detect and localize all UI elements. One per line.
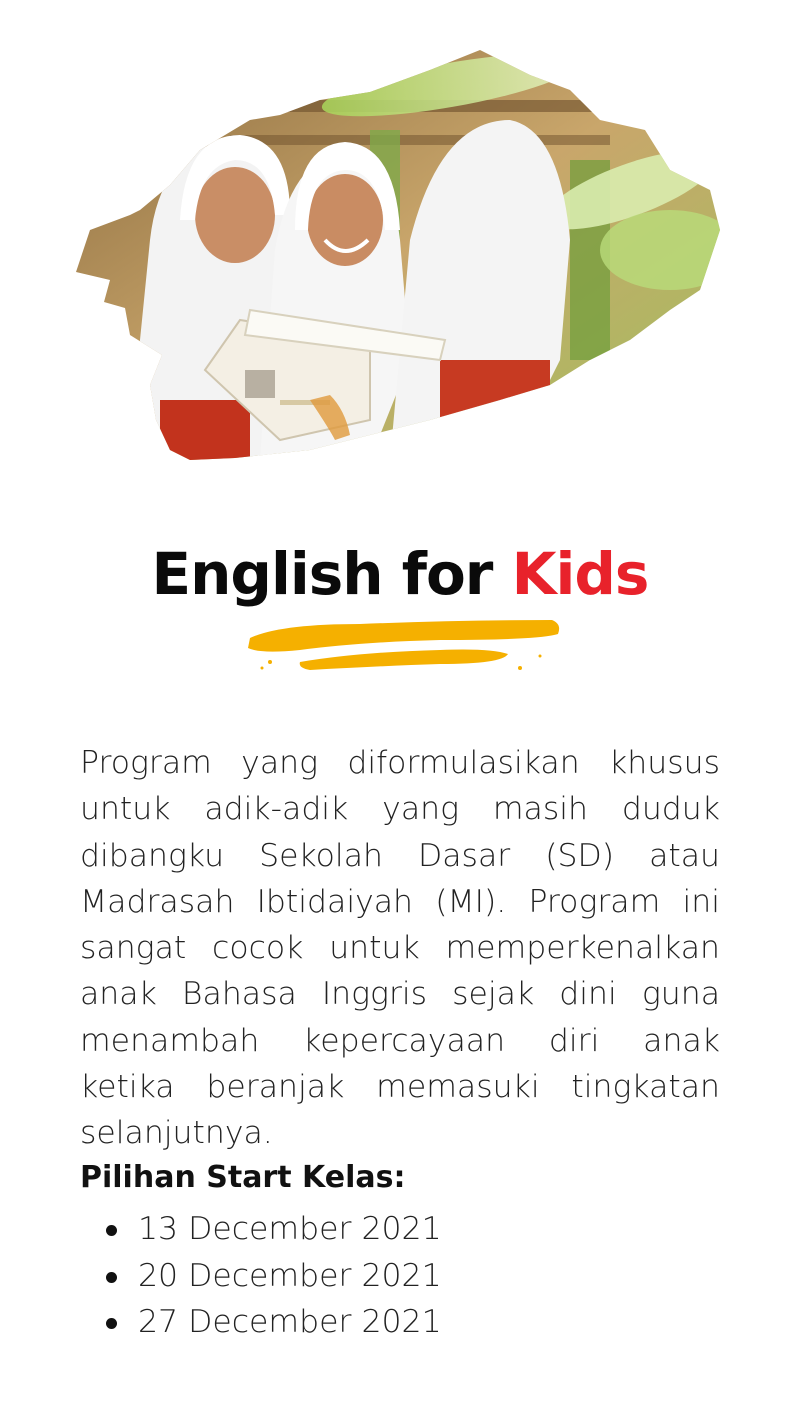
class-date: 13 December 2021 <box>138 1211 442 1247</box>
bullet-icon <box>106 1225 117 1236</box>
program-description: Program yang diformulasikan khusus untuk adik-adik yang masih duduk dibangku Sekolah Dasar (SD) atau Madrasah Ibtidaiyah (MI). Program ini sangat cocok untuk memperkenalkan anak Bahasa Inggris sejak dini guna menambah kepercayaan diri anak ketika beranjak memasuki tingkatan selanjutnya. <box>80 745 720 1152</box>
hero-photo <box>70 40 730 470</box>
brush-underline <box>240 610 570 680</box>
classes-heading: Pilihan Start Kelas: <box>80 1160 406 1195</box>
class-date-item <box>106 1206 442 1253</box>
class-date-item <box>106 1253 442 1300</box>
bullet-icon <box>106 1272 117 1283</box>
class-date: 27 December 2021 <box>138 1304 442 1340</box>
class-date-item <box>106 1299 442 1346</box>
class-date: 20 December 2021 <box>138 1257 442 1294</box>
class-date-list <box>106 1206 442 1346</box>
bullet-icon <box>106 1318 117 1329</box>
title-main: English for <box>151 540 512 608</box>
title-accent: Kids <box>511 540 649 608</box>
page-title <box>0 540 800 608</box>
